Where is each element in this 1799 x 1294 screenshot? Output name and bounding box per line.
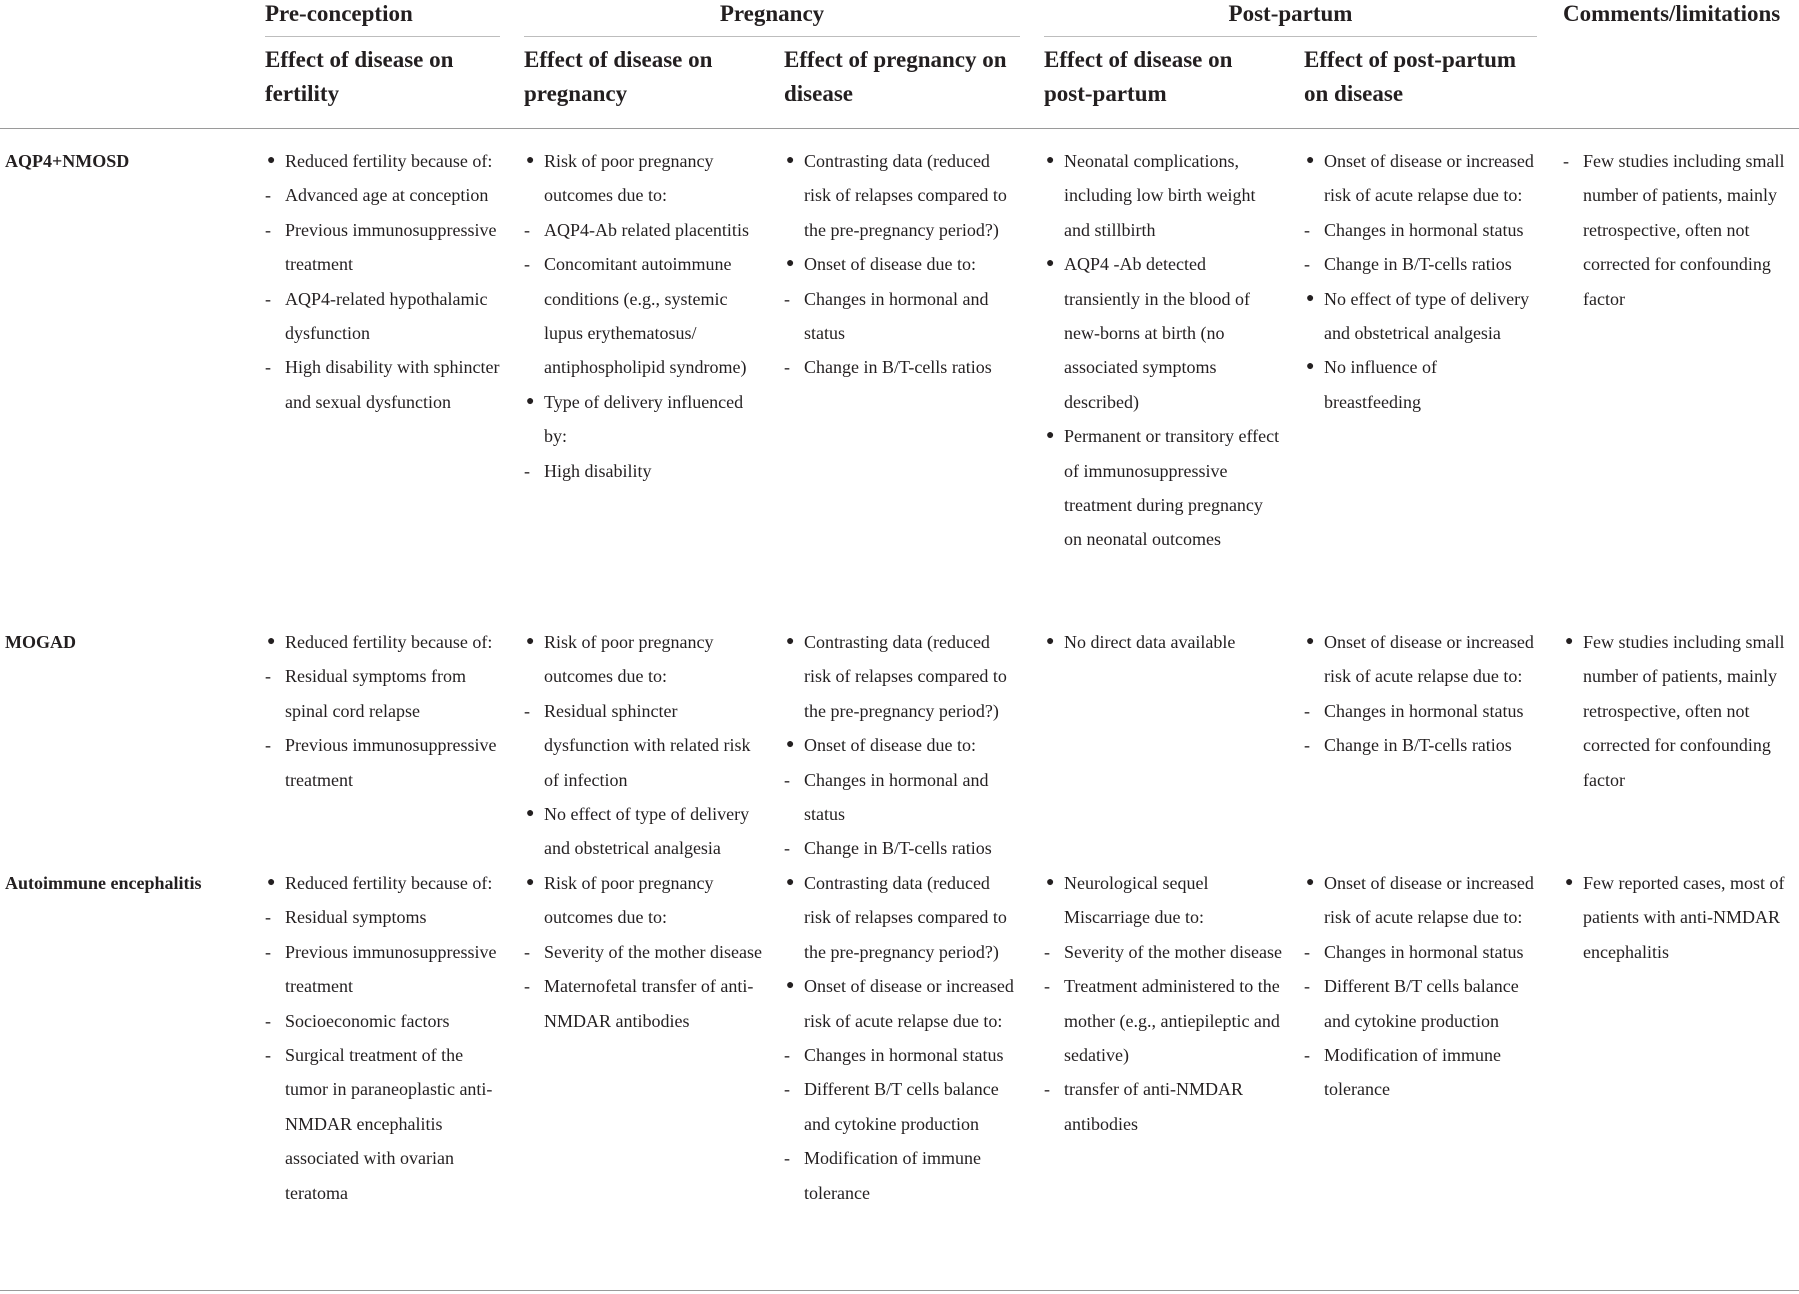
cell-fertility	[265, 866, 500, 1210]
list-item	[1304, 694, 1537, 728]
column-header-pregnancy-on-disease: Effect of pregnancy on disease	[784, 47, 1007, 106]
row-label-aqp4-nmosd: AQP4+NMOSD	[5, 151, 130, 171]
cell-fertility	[265, 144, 500, 419]
bullet-icon: ●	[1306, 290, 1315, 306]
list-item	[784, 728, 1020, 762]
list-item	[265, 350, 500, 419]
list-item	[524, 247, 764, 385]
bullet-icon: ●	[1046, 634, 1055, 649]
dash-icon: -	[265, 735, 271, 756]
cell-post-partum-on-disease	[1304, 625, 1537, 763]
bullet-icon: ●	[786, 256, 795, 272]
footer-rule	[0, 1290, 1799, 1291]
list-item-text: Changes in hormonal status	[1324, 941, 1524, 962]
bullet-icon: ●	[526, 393, 535, 409]
dash-icon: -	[265, 666, 271, 687]
dash-icon: -	[1044, 1079, 1050, 1100]
dash-icon: -	[524, 460, 530, 481]
dash-icon: -	[784, 357, 790, 378]
list-item-text: Onset of disease or increased risk of acute relapse due to:	[1324, 632, 1534, 687]
dash-icon: -	[265, 941, 271, 962]
list-item-text: Risk of poor pregnancy outcomes due to:	[544, 151, 714, 206]
list-item-text: AQP4 -Ab detected transiently in the blood of new-borns at birth (no associated symptoms described)	[1064, 254, 1250, 412]
list-item	[1304, 1038, 1537, 1107]
cell-disease-on-pregnancy	[524, 866, 764, 1038]
bullet-icon: ●	[1306, 634, 1315, 649]
bullet-icon: ●	[526, 875, 535, 890]
list-item-text: High disability with sphincter and sexual dysfunction	[285, 357, 500, 412]
list-item-text: Different B/T cells balance and cytokine production	[1324, 976, 1519, 1031]
group-rule-pregnancy	[524, 36, 1020, 37]
list-item	[524, 797, 764, 866]
dash-icon: -	[265, 357, 271, 378]
cell-comments	[1563, 866, 1799, 969]
list-item	[784, 247, 1020, 281]
list-item	[784, 866, 1020, 969]
cell-post-partum-on-disease	[1304, 144, 1537, 419]
list-item	[1563, 866, 1799, 969]
list-item	[524, 866, 764, 935]
bullet-icon: ●	[1046, 153, 1055, 168]
list-item-text: Residual symptoms from spinal cord relapse	[285, 666, 466, 721]
dash-icon: -	[1304, 1045, 1310, 1066]
list-item-text: Contrasting data (reduced risk of relapses compared to the pre-pregnancy period?)	[804, 873, 1007, 962]
dash-icon: -	[265, 219, 271, 240]
list-item	[265, 1004, 500, 1038]
column-header-disease-on-post-partum: Effect of disease on post-partum	[1044, 47, 1233, 106]
list-item	[265, 659, 500, 728]
dash-icon: -	[784, 1148, 790, 1169]
list-item-text: Changes in hormonal status	[1324, 219, 1524, 240]
list-item	[1304, 213, 1537, 247]
list-item-text: Changes in hormonal and status	[804, 288, 989, 344]
list-item	[1563, 144, 1799, 316]
group-header-pre-conception: Pre-conception	[265, 1, 413, 26]
cell-disease-on-post-partum	[1044, 144, 1284, 557]
list-item	[784, 763, 1020, 832]
list-item-text: Few reported cases, most of patients with anti-NMDAR encephalitis	[1583, 873, 1785, 962]
column-header-disease-on-pregnancy: Effect of disease on pregnancy	[524, 47, 713, 106]
dash-icon: -	[524, 219, 530, 240]
list-item-text: Onset of disease due to:	[804, 735, 976, 756]
cell-pregnancy-on-disease	[784, 144, 1020, 385]
list-item-text: Risk of poor pregnancy outcomes due to:	[544, 632, 714, 687]
list-item	[524, 694, 764, 797]
list-item-text: Change in B/T-cells ratios	[1324, 254, 1512, 275]
dash-icon: -	[784, 1079, 790, 1100]
list-item-text: Severity of the mother disease	[1064, 941, 1282, 962]
cell-pregnancy-on-disease	[784, 625, 1020, 866]
list-item	[524, 969, 764, 1038]
cell-comments	[1563, 625, 1799, 797]
cell-disease-on-post-partum	[1044, 866, 1284, 1141]
row-label-mogad: MOGAD	[5, 632, 76, 652]
list-item-text: Reduced fertility because of:	[285, 632, 493, 652]
list-item	[265, 866, 500, 900]
dash-icon: -	[524, 700, 530, 721]
bullet-icon: ●	[1306, 359, 1315, 375]
list-item-text: Treatment administered to the mother (e.g., antiepileptic and sedative)	[1064, 976, 1280, 1066]
list-item	[1304, 144, 1537, 213]
group-rule-post-partum	[1044, 36, 1537, 37]
list-item	[1304, 969, 1537, 1038]
list-item	[1044, 1072, 1284, 1141]
list-item-text: Previous immunosuppressive treatment	[285, 219, 497, 275]
bullet-icon: ●	[786, 875, 795, 890]
list-item-text: Neonatal complications, including low birth weight and stillbirth	[1064, 151, 1256, 240]
dash-icon: -	[784, 769, 790, 790]
bullet-icon: ●	[526, 806, 535, 822]
list-item	[524, 385, 764, 454]
dash-icon: -	[784, 1045, 790, 1066]
bullet-icon: ●	[1046, 256, 1055, 272]
dash-icon: -	[784, 838, 790, 859]
dash-icon: -	[524, 254, 530, 275]
row-label-autoimmune-encephalitis: Autoimmune encephalitis	[5, 873, 202, 893]
bullet-icon: ●	[786, 737, 795, 753]
cell-pregnancy-on-disease	[784, 866, 1020, 1210]
list-item	[265, 625, 500, 659]
list-item-text: Reduced fertility because of:	[285, 873, 493, 893]
list-item	[1304, 247, 1537, 281]
list-item	[1304, 282, 1537, 351]
list-item-text: Contrasting data (reduced risk of relapses compared to the pre-pregnancy period?)	[804, 632, 1007, 721]
bullet-icon: ●	[786, 978, 795, 994]
bullet-icon: ●	[1046, 428, 1055, 444]
cell-comments	[1563, 144, 1799, 316]
group-header-pregnancy: Pregnancy	[719, 1, 825, 26]
bullet-icon: ●	[267, 875, 276, 890]
list-item-text: Surgical treatment of the tumor in paraneoplastic anti-NMDAR encephalitis associated with ovarian teratoma	[285, 1045, 493, 1203]
list-item	[265, 144, 500, 178]
dash-icon: -	[265, 1045, 271, 1066]
list-item	[1304, 935, 1537, 969]
dash-icon: -	[1044, 941, 1050, 962]
dash-icon: -	[1304, 700, 1310, 721]
list-item-text: Changes in hormonal status	[804, 1045, 1004, 1066]
cell-post-partum-on-disease	[1304, 866, 1537, 1107]
list-item	[524, 454, 764, 488]
list-item-text: No influence of breastfeeding	[1324, 357, 1437, 412]
list-item	[524, 144, 764, 213]
list-item-text: transfer of anti-NMDAR antibodies	[1064, 1079, 1243, 1134]
list-item	[265, 900, 500, 934]
list-item	[1044, 247, 1284, 419]
cell-disease-on-pregnancy	[524, 144, 764, 488]
list-item-text: Onset of disease or increased risk of acute relapse due to:	[1324, 151, 1534, 206]
dash-icon: -	[265, 907, 271, 928]
dash-icon: -	[524, 941, 530, 962]
list-item	[1044, 625, 1284, 659]
list-item-text: Previous immunosuppressive treatment	[285, 735, 497, 790]
dash-icon: -	[1044, 976, 1050, 997]
list-item	[784, 625, 1020, 728]
list-item	[265, 935, 500, 1004]
list-item-text: Different B/T cells balance and cytokine production	[804, 1079, 999, 1134]
list-item-text: Onset of disease or increased risk of acute relapse due to:	[1324, 873, 1534, 928]
list-item	[1304, 728, 1537, 762]
list-item	[784, 1072, 1020, 1141]
dash-icon: -	[1304, 735, 1310, 756]
list-item-text: Reduced fertility because of:	[285, 151, 493, 171]
list-item	[265, 213, 500, 282]
list-item	[265, 1038, 500, 1210]
list-item	[1563, 625, 1799, 797]
list-item-text: Few studies including small number of patients, mainly retrospective, often not corrected for confounding factor	[1583, 632, 1785, 790]
list-item-text: Advanced age at conception	[285, 185, 489, 206]
list-item-text: Change in B/T-cells ratios	[804, 838, 992, 859]
dash-icon: -	[265, 288, 271, 309]
bullet-icon: ●	[1306, 153, 1315, 168]
list-item-text: Change in B/T-cells ratios	[804, 357, 992, 378]
cell-disease-on-post-partum	[1044, 625, 1284, 659]
dash-icon: -	[1304, 219, 1310, 240]
list-item-text: Risk of poor pregnancy outcomes due to:	[544, 873, 714, 928]
list-item-text: Modification of immune tolerance	[1324, 1045, 1501, 1100]
bullet-icon: ●	[526, 634, 535, 649]
list-item	[784, 1141, 1020, 1210]
bullet-icon: ●	[1046, 875, 1055, 890]
dash-icon: -	[784, 288, 790, 309]
list-item	[524, 935, 764, 969]
list-item	[265, 282, 500, 351]
list-item	[524, 625, 764, 694]
list-item-text: Changes in hormonal and status	[804, 769, 989, 825]
bullet-icon: ●	[267, 634, 276, 649]
list-item-text: Modification of immune tolerance	[804, 1148, 981, 1203]
bullet-icon: ●	[1565, 875, 1574, 890]
dash-icon: -	[1304, 976, 1310, 997]
list-item-text: Previous immunosuppressive treatment	[285, 941, 497, 997]
list-item-text: No effect of type of delivery and obstetrical analgesia	[544, 804, 750, 859]
header-rule	[0, 128, 1799, 129]
list-item-text: AQP4-Ab related placentitis	[544, 219, 749, 240]
list-item	[1304, 625, 1537, 694]
list-item-text: Onset of disease or increased risk of acute relapse due to:	[804, 976, 1014, 1031]
list-item-text: No effect of type of delivery and obstetrical analgesia	[1324, 288, 1530, 344]
list-item	[784, 969, 1020, 1038]
bullet-icon: ●	[1306, 875, 1315, 890]
list-item-text: Contrasting data (reduced risk of relapses compared to the pre-pregnancy period?)	[804, 151, 1007, 240]
list-item-text: Type of delivery influenced by:	[544, 391, 744, 447]
list-item-text: Maternofetal transfer of anti-NMDAR antibodies	[544, 976, 754, 1031]
dash-icon: -	[265, 1010, 271, 1031]
list-item	[1044, 900, 1284, 934]
list-item	[784, 144, 1020, 247]
bullet-icon: ●	[1565, 634, 1574, 649]
cell-fertility	[265, 625, 500, 797]
list-item	[265, 178, 500, 212]
list-item-text: Concomitant autoimmune conditions (e.g., systemic lupus erythematosus/ antiphospholipid syndrome)	[544, 254, 747, 378]
list-item-text: Residual symptoms	[285, 907, 427, 928]
column-header-fertility: Effect of disease on fertility	[265, 47, 454, 106]
list-item	[1044, 866, 1284, 900]
dash-icon: -	[1563, 151, 1569, 171]
list-item	[1304, 350, 1537, 419]
bullet-icon: ●	[267, 153, 276, 168]
list-item	[265, 728, 500, 797]
list-item-text: Socioeconomic factors	[285, 1010, 450, 1031]
list-item	[1304, 866, 1537, 935]
group-header-post-partum: Post-partum	[1228, 1, 1353, 26]
list-item	[1044, 935, 1284, 969]
list-item	[1044, 144, 1284, 247]
list-item-text: Neurological sequel	[1064, 873, 1209, 893]
column-header-post-partum-on-disease: Effect of post-partum on disease	[1304, 47, 1517, 106]
bullet-icon: ●	[786, 634, 795, 649]
list-item	[784, 1038, 1020, 1072]
dash-icon: -	[524, 976, 530, 997]
group-header-comments: Comments/limitations	[1563, 1, 1781, 26]
cell-disease-on-pregnancy	[524, 625, 764, 866]
list-item	[1044, 419, 1284, 557]
list-item-text: Residual sphincter dysfunction with related risk of infection	[544, 700, 751, 790]
list-item-text: Miscarriage due to:	[1064, 907, 1204, 928]
list-item-text: Few studies including small number of patients, mainly retrospective, often not corrected for confounding factor	[1583, 151, 1785, 309]
list-item	[1044, 969, 1284, 1072]
list-item-text: High disability	[544, 460, 652, 481]
list-item	[784, 350, 1020, 384]
bullet-icon: ●	[786, 153, 795, 168]
list-item-text: No direct data available	[1064, 632, 1236, 652]
list-item-text: Permanent or transitory effect of immunosuppressive treatment during pregnancy on neonatal outcomes	[1064, 426, 1280, 550]
list-item-text: Changes in hormonal status	[1324, 700, 1524, 721]
dash-icon: -	[265, 185, 271, 206]
bullet-icon: ●	[526, 153, 535, 168]
list-item	[784, 282, 1020, 351]
list-item-text: Onset of disease due to:	[804, 254, 976, 275]
group-rule-pre-conception	[265, 36, 500, 37]
dash-icon: -	[1304, 941, 1310, 962]
list-item-text: Severity of the mother disease	[544, 941, 762, 962]
dash-icon: -	[1304, 254, 1310, 275]
list-item-text: Change in B/T-cells ratios	[1324, 735, 1512, 756]
list-item-text: AQP4-related hypothalamic dysfunction	[285, 288, 488, 344]
list-item	[524, 213, 764, 247]
list-item	[784, 831, 1020, 865]
